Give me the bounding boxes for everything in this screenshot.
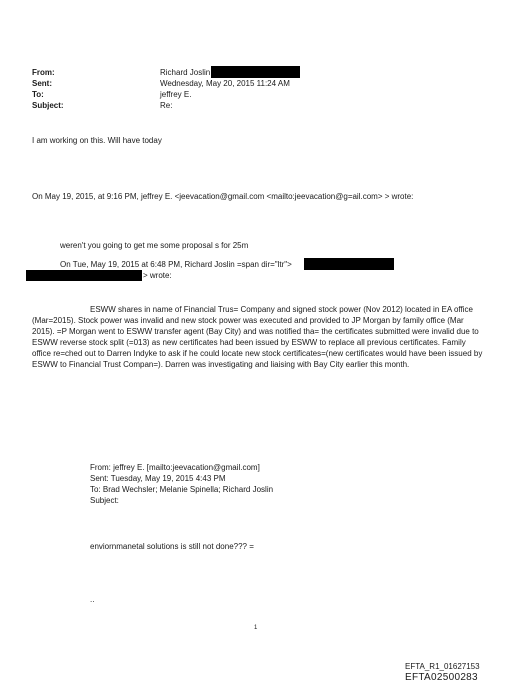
env-line: enviornmanetal solutions is still not done??? =	[90, 542, 254, 551]
sent-value: Wednesday, May 20, 2015 11:24 AM	[160, 79, 290, 88]
subject-label: Subject:	[32, 101, 64, 110]
quote-text-1: weren't you going to get me some proposal s for 25m	[60, 241, 249, 250]
to-label: To:	[32, 90, 44, 99]
sent-label: Sent:	[32, 79, 52, 88]
quote-header-2-line-2: > wrote:	[143, 271, 172, 280]
reply-line: I am working on this. Will have today	[32, 136, 162, 145]
subject-value: Re:	[160, 101, 173, 110]
page-number: 1	[254, 625, 258, 631]
fwd-subject: Subject:	[90, 496, 119, 505]
redaction-box	[211, 66, 300, 78]
bates-stamp-1: EFTA_R1_01627153	[405, 662, 480, 671]
ellipsis: ..	[90, 595, 95, 604]
redaction-box	[304, 258, 394, 270]
quote-header-2-line-1: On Tue, May 19, 2015 at 6:48 PM, Richard Joslin =span dir="ltr">	[60, 260, 292, 269]
from-label: From:	[32, 68, 55, 77]
fwd-to: To: Brad Wechsler; Melanie Spinella; Richard Joslin	[90, 485, 274, 494]
fwd-sent: Sent: Tuesday, May 19, 2015 4:43 PM	[90, 474, 226, 483]
fwd-from: From: jeffrey E. [mailto:jeevacation@gmail.com]	[90, 463, 260, 472]
stock-paragraph: ESWW shares in name of Financial Trus= Company and signed stock power (Nov 2012) located in EA office (Mar=2015). Stock power was invalid and new stock power was executed and provided to JP Morgan by family office (Mar 2015). =P Morgan went to ESWW transfer agent (Bay City) and was notified tha= the certificates submitted were invalid due to ESWW reverse stock split (=013) as new certificates had been issued by ESWW to replace all previous certificates. Family office re=ched out to Darren Indyke to ask if he could locate new stock certificates=(new certificates would have been issued by ESWW to Financial Trust Compan=). Darren was investigating and liaising with Bay City earlier this month.	[32, 305, 483, 369]
to-value: jeffrey E.	[160, 90, 192, 99]
from-value: Richard Joslin	[160, 68, 211, 77]
bates-stamp-2: EFTA02500283	[405, 672, 478, 683]
quote-header-1: On May 19, 2015, at 9:16 PM, jeffrey E. <jeevacation@gmail.com <mailto:jeevacation@g=ail.com> > wrote:	[32, 192, 414, 201]
redaction-box	[26, 270, 142, 281]
